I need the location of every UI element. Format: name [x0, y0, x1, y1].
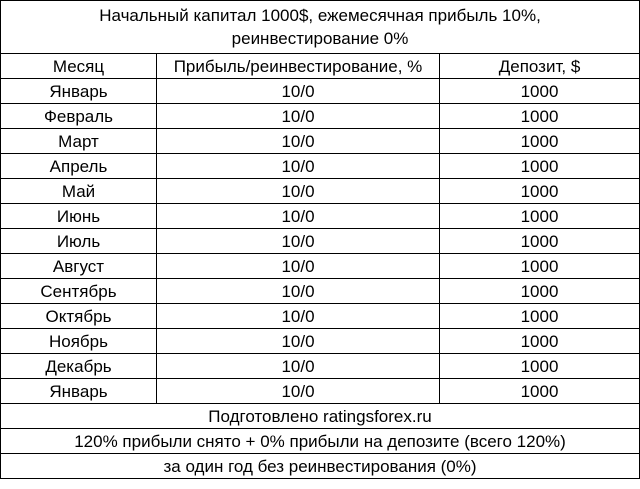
month-cell: Январь [1, 379, 157, 404]
table-row [1, 79, 640, 104]
footer-row-prepared [1, 404, 640, 429]
column-header-profit: Прибыль/реинвестирование, % [157, 54, 440, 79]
table-row [1, 154, 640, 179]
deposit-cell: 1000 [440, 254, 640, 279]
table-body [1, 1, 640, 479]
month-cell: Декабрь [1, 354, 157, 379]
deposit-cell: 1000 [440, 379, 640, 404]
month-cell: Ноябрь [1, 329, 157, 354]
title-row [1, 1, 640, 54]
deposit-cell: 1000 [440, 154, 640, 179]
title-line-1: Начальный капитал 1000$, ежемесячная прибыль 10%, [99, 6, 541, 25]
table-row [1, 229, 640, 254]
column-header-deposit: Депозит, $ [440, 54, 640, 79]
deposit-cell: 1000 [440, 229, 640, 254]
footer-row-note [1, 454, 640, 479]
table-row [1, 304, 640, 329]
profit-cell: 10/0 [157, 204, 440, 229]
footer-row-summary [1, 429, 640, 454]
deposit-cell: 1000 [440, 279, 640, 304]
month-cell: Январь [1, 79, 157, 104]
deposit-cell: 1000 [440, 104, 640, 129]
reinvestment-note: за один год без реинвестирования (0%) [1, 454, 640, 479]
table-row [1, 254, 640, 279]
profit-cell: 10/0 [157, 329, 440, 354]
profit-summary: 120% прибыли снято + 0% прибыли на депозите (всего 120%) [1, 429, 640, 454]
month-cell: Июнь [1, 204, 157, 229]
deposit-cell: 1000 [440, 129, 640, 154]
month-cell: Апрель [1, 154, 157, 179]
table-row [1, 104, 640, 129]
profit-cell: 10/0 [157, 279, 440, 304]
table-row [1, 204, 640, 229]
title-line-2: реинвестирование 0% [231, 29, 409, 48]
deposit-cell: 1000 [440, 329, 640, 354]
table-row [1, 379, 640, 404]
profit-cell: 10/0 [157, 379, 440, 404]
table-row [1, 329, 640, 354]
month-cell: Октябрь [1, 304, 157, 329]
profit-cell: 10/0 [157, 179, 440, 204]
month-cell: Сентябрь [1, 279, 157, 304]
month-cell: Май [1, 179, 157, 204]
deposit-cell: 1000 [440, 179, 640, 204]
deposit-cell: 1000 [440, 79, 640, 104]
profit-cell: 10/0 [157, 304, 440, 329]
month-cell: Июль [1, 229, 157, 254]
column-header-month: Месяц [1, 54, 157, 79]
month-cell: Февраль [1, 104, 157, 129]
profit-cell: 10/0 [157, 254, 440, 279]
prepared-by-note: Подготовлено ratingsforex.ru [1, 404, 640, 429]
profit-cell: 10/0 [157, 229, 440, 254]
header-row [1, 54, 640, 79]
deposit-cell: 1000 [440, 354, 640, 379]
profit-cell: 10/0 [157, 104, 440, 129]
profit-cell: 10/0 [157, 354, 440, 379]
profit-cell: 10/0 [157, 129, 440, 154]
profit-cell: 10/0 [157, 79, 440, 104]
table-row [1, 279, 640, 304]
table-row [1, 179, 640, 204]
profit-cell: 10/0 [157, 154, 440, 179]
month-cell: Март [1, 129, 157, 154]
deposit-cell: 1000 [440, 304, 640, 329]
table-title [1, 1, 640, 54]
deposit-cell: 1000 [440, 204, 640, 229]
table-row [1, 354, 640, 379]
table-row [1, 129, 640, 154]
month-cell: Август [1, 254, 157, 279]
